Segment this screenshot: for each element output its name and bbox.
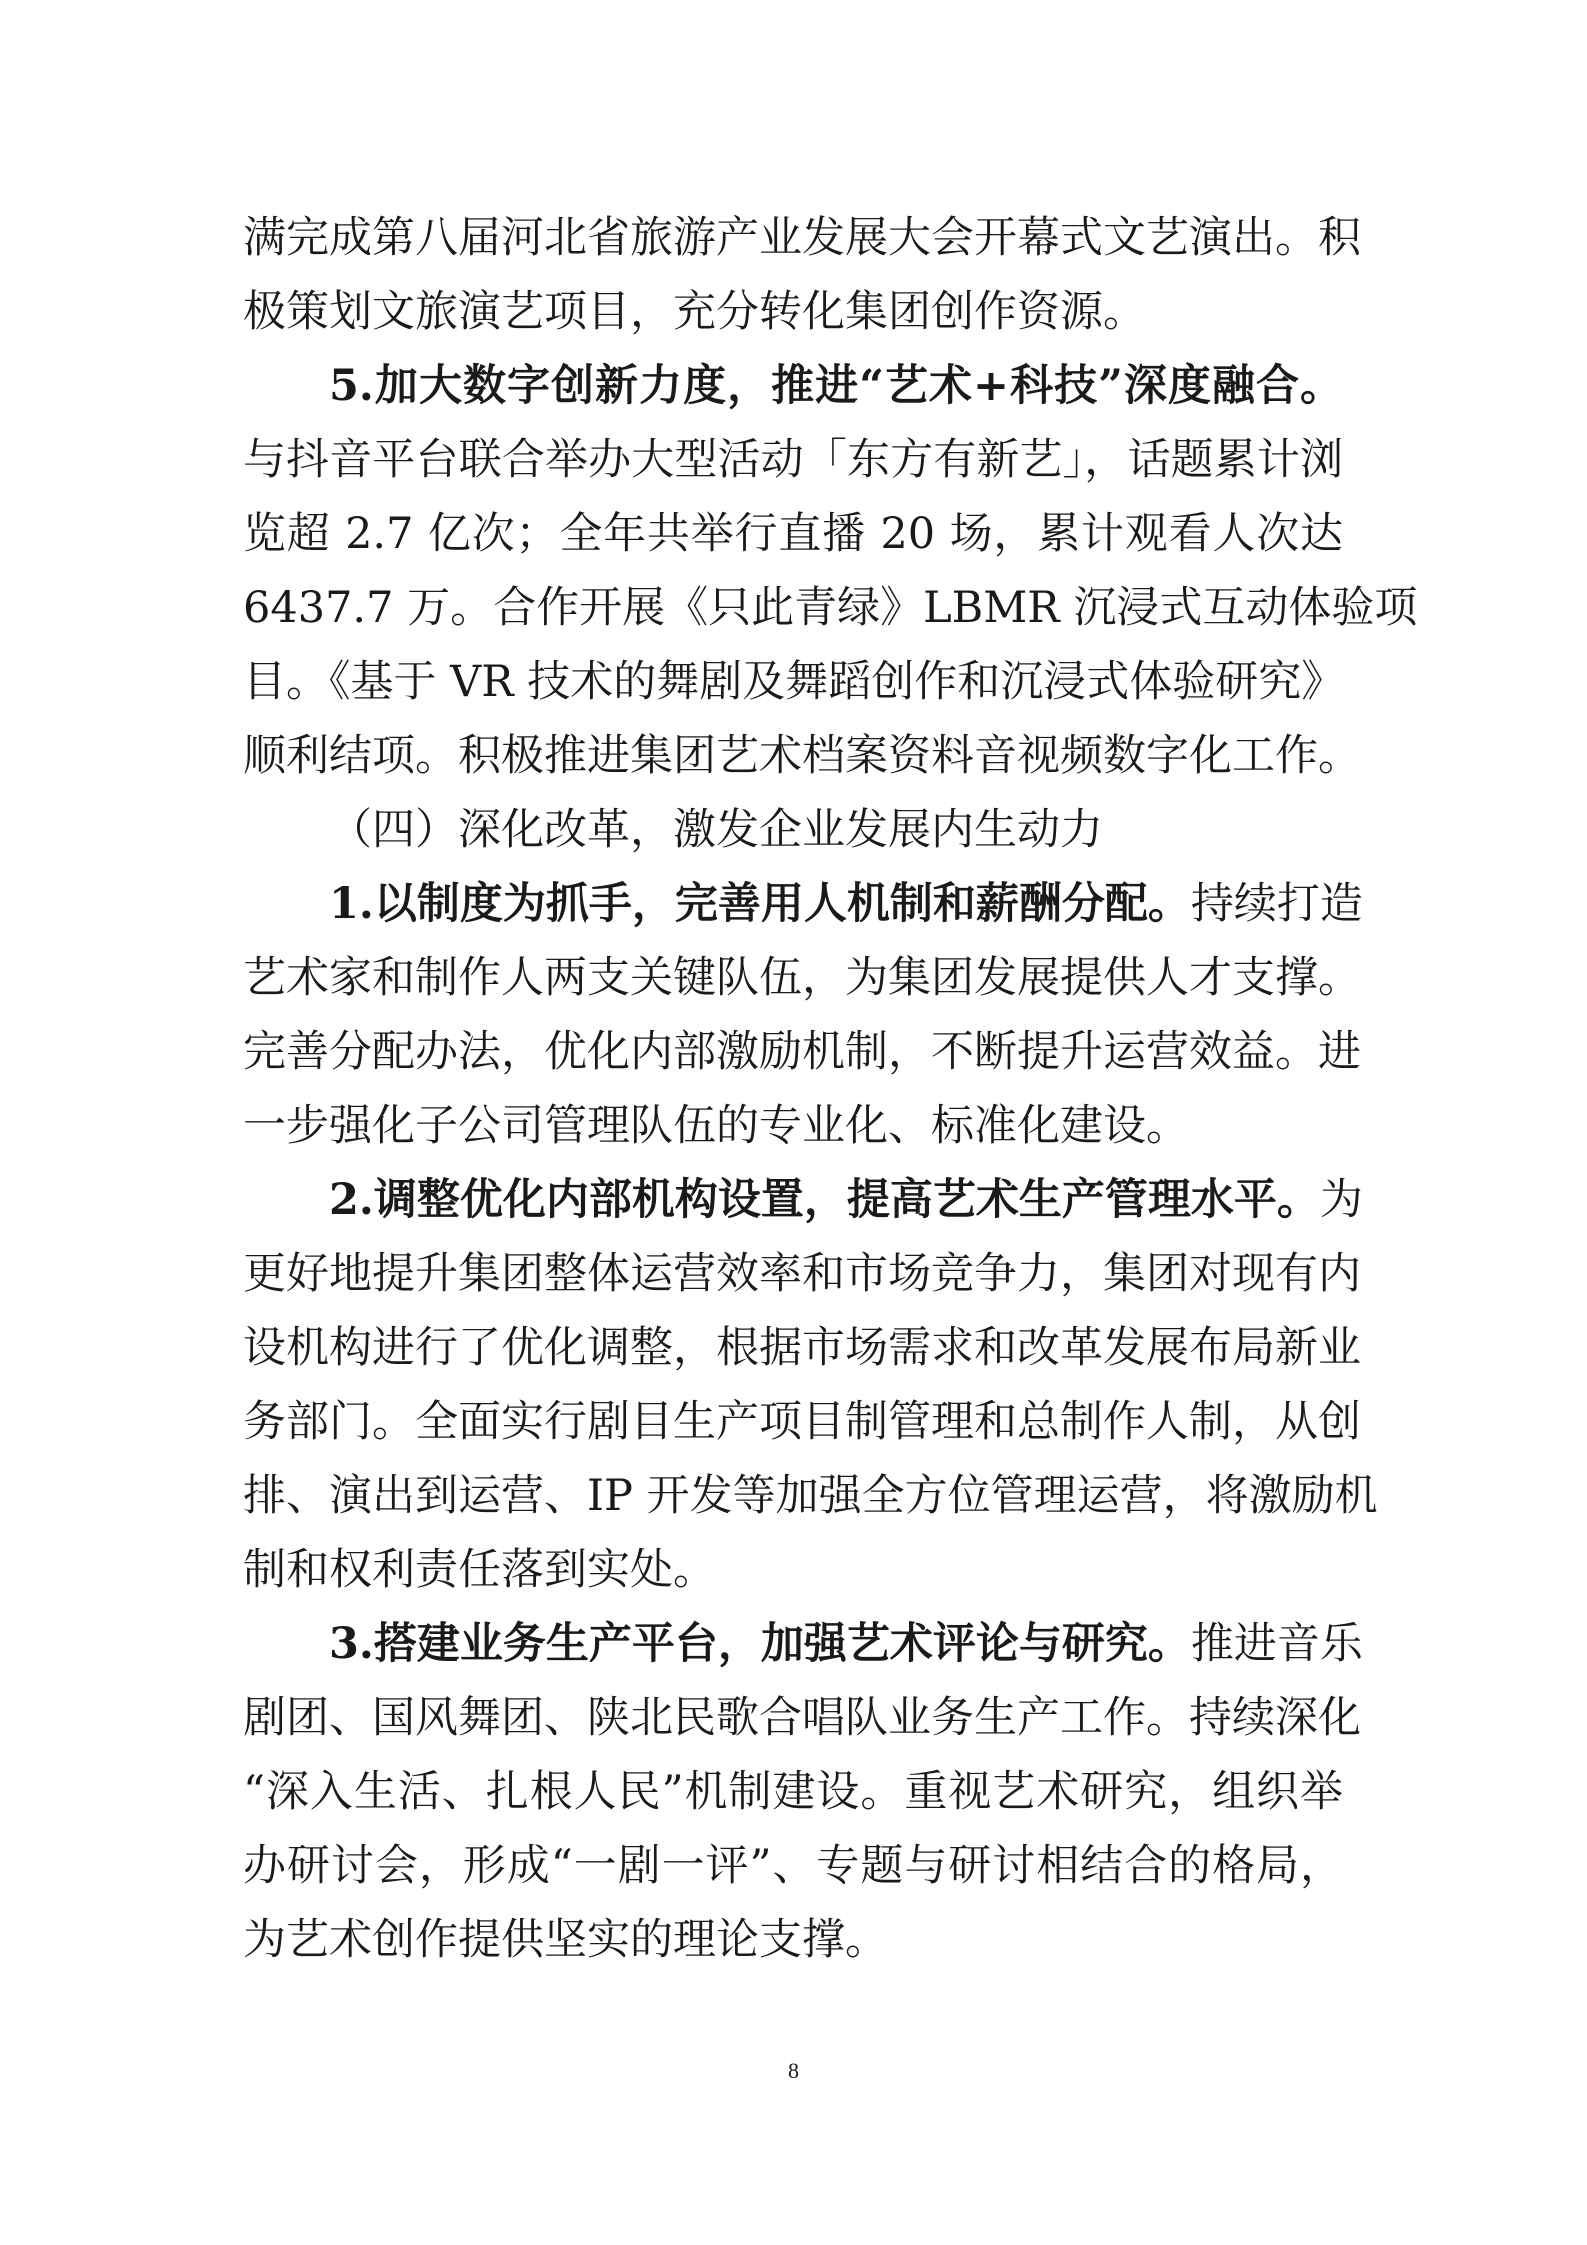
body-line — [243, 1532, 1343, 1608]
body-line — [243, 1236, 1361, 1312]
line-text: 完善分配办法，优化内部激励机制，不断提升运营效益。进 — [243, 1027, 1361, 1077]
line-text: 极策划文旅演艺项目，充分转化集团创作资源。 — [243, 287, 1146, 337]
line-text: 为 — [1319, 1175, 1363, 1225]
line-text: 设机构进行了优化调整，根据市场需求和改革发展布局新业 — [243, 1323, 1361, 1373]
line-text: 与抖音平台联合举办大型活动「东方有新艺」，话题累计浏 — [243, 435, 1343, 485]
heading-item-2 — [329, 1162, 1363, 1238]
line-text: 艺术家和制作人两支关键队伍，为集团发展提供人才支撑。 — [243, 953, 1361, 1003]
page-number: 8 — [788, 2058, 799, 2083]
line-text: 务部门。全面实行剧目生产项目制管理和总制作人制，从创 — [243, 1397, 1361, 1447]
body-line — [243, 1754, 1343, 1830]
body-line — [243, 644, 1343, 720]
line-text: 览超 2.7 亿次；全年共举行直播 20 场，累计观看人次达 — [243, 509, 1343, 559]
heading-item-3 — [329, 1606, 1363, 1682]
line-text: 持续打造 — [1190, 879, 1363, 929]
line-text: 6437.7 万。合作开展《只此青绿》LBMR 沉浸式互动体验项 — [243, 583, 1418, 633]
line-text: 推进音乐 — [1190, 1619, 1363, 1669]
line-text: 目。《基于 VR 技术的舞剧及舞蹈创作和沉浸式体验研究》 — [243, 657, 1345, 707]
line-text: 办研讨会，形成“一剧一评”、专题与研讨相结合的格局， — [243, 1841, 1343, 1891]
body-line — [243, 1014, 1361, 1090]
line-text: 排、演出到运营、IP 开发等加强全方位管理运营，将激励机 — [243, 1471, 1378, 1521]
section-heading-text: （四）深化改革，激发企业发展内生动力 — [329, 805, 1103, 855]
line-text: 制和权利责任落到实处。 — [243, 1545, 716, 1595]
body-line — [243, 1828, 1343, 1904]
body-line — [243, 570, 1418, 646]
body-line — [243, 1384, 1361, 1460]
body-line — [243, 274, 1343, 350]
heading-item-5 — [329, 348, 1343, 424]
heading-item-1 — [329, 866, 1363, 942]
body-line — [243, 940, 1361, 1016]
body-line — [243, 1310, 1361, 1386]
line-text: 剧团、国风舞团、陕北民歌合唱队业务生产工作。持续深化 — [243, 1693, 1361, 1743]
line-text: 更好地提升集团整体运营效率和市场竞争力，集团对现有内 — [243, 1249, 1361, 1299]
body-line — [243, 200, 1361, 276]
body-line — [243, 1680, 1361, 1756]
body-line — [243, 718, 1361, 794]
line-text: 顺利结项。积极推进集团艺术档案资料音视频数字化工作。 — [243, 731, 1361, 781]
item-heading: 3.搭建业务生产平台，加强艺术评论与研究。 — [329, 1619, 1191, 1669]
body-line — [243, 1458, 1378, 1534]
item-heading: 1.以制度为抓手，完善用人机制和薪酬分配。 — [329, 879, 1191, 929]
line-text: 一步强化子公司管理队伍的专业化、标准化建设。 — [243, 1101, 1189, 1151]
item-heading: 5.加大数字创新力度，推进“艺术+科技”深度融合。 — [329, 361, 1343, 411]
line-text: “深入生活、扎根人民”机制建设。重视艺术研究，组织举 — [243, 1767, 1343, 1817]
line-text: 为艺术创作提供坚实的理论支撑。 — [243, 1915, 888, 1965]
section-heading — [329, 792, 1343, 868]
body-line — [243, 496, 1343, 572]
line-text: 满完成第八届河北省旅游产业发展大会开幕式文艺演出。积 — [243, 213, 1361, 263]
body-line — [243, 1902, 1343, 1978]
item-heading: 2.调整优化内部机构设置，提高艺术生产管理水平。 — [329, 1175, 1320, 1225]
body-line — [243, 1088, 1343, 1164]
body-line — [243, 422, 1343, 498]
